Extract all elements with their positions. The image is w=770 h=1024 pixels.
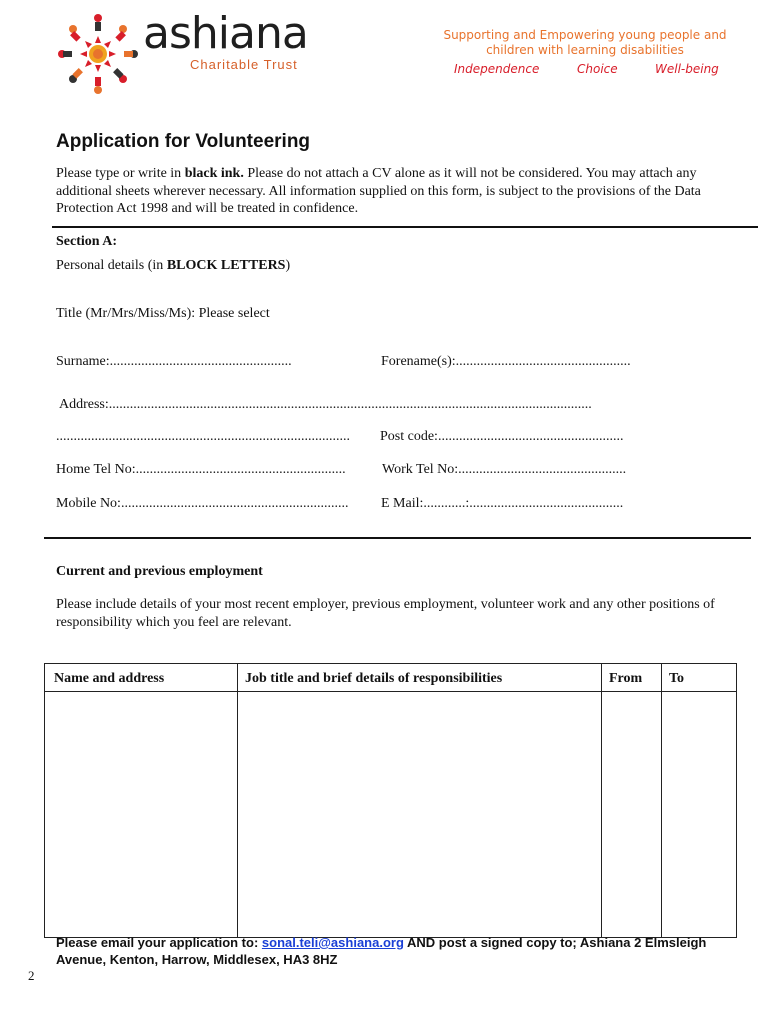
to-cell[interactable] bbox=[662, 692, 735, 936]
intro-emphasis: black ink. bbox=[184, 166, 244, 181]
employment-description: Please include details of your most recent employer, previous employment, volunteer work and any other positions of responsibility which you feel are relevant. bbox=[56, 597, 715, 630]
column-header-job-title: Job title and brief details of responsibilities bbox=[245, 671, 503, 686]
value-well-being: Well-being bbox=[655, 62, 719, 76]
intro-text-1: Please type or write in bbox=[56, 166, 185, 181]
column-header-from: From bbox=[609, 671, 643, 686]
personal-prefix: Personal details (in bbox=[56, 258, 167, 273]
intro-paragraph bbox=[56, 165, 736, 218]
value-independence: Independence bbox=[454, 62, 540, 76]
intro-text-2: Please do not attach a CV alone as it will not be considered. You may attach any additional sheets wherever necessary. All information supplied on this form, is subject to the provisions of the Data Protection Act 1998 and will be treated in confidence. bbox=[56, 166, 701, 216]
section-a-heading: Section A: bbox=[56, 234, 118, 249]
forenames-field[interactable]: Forename(s):.................................................. bbox=[381, 354, 631, 369]
employment-heading: Current and previous employment bbox=[56, 564, 263, 579]
column-header-name-address: Name and address bbox=[54, 671, 165, 686]
footer-address: AND post a signed copy to; Ashiana 2 Elmsleigh Avenue, Kenton, Harrow, Middlesex, HA3 8HZ bbox=[56, 935, 707, 967]
email-field[interactable]: E Mail:............:............................................ bbox=[381, 496, 624, 511]
surname-field[interactable]: Surname:.................................................... bbox=[56, 354, 292, 369]
footer-prefix: Please email your application to: bbox=[56, 935, 262, 950]
job-details-cell[interactable] bbox=[238, 692, 600, 936]
address-line-2-field[interactable]: .................................................................................... bbox=[56, 429, 350, 444]
employment-table bbox=[44, 663, 737, 938]
footer-note bbox=[56, 934, 736, 968]
divider bbox=[52, 226, 758, 228]
brand-name: ashiana bbox=[143, 8, 308, 59]
block-letters: BLOCK LETTERS bbox=[166, 258, 286, 273]
personal-details-label bbox=[56, 258, 290, 274]
name-address-cell[interactable] bbox=[46, 692, 236, 936]
value-choice: Choice bbox=[577, 62, 618, 76]
divider bbox=[44, 537, 751, 539]
from-cell[interactable] bbox=[602, 692, 660, 936]
title-select-field[interactable]: Title (Mr/Mrs/Miss/Ms): Please select bbox=[56, 306, 270, 321]
mobile-field[interactable]: Mobile No:................................................................. bbox=[56, 496, 349, 511]
work-tel-field[interactable]: Work Tel No:................................................ bbox=[382, 462, 627, 477]
postcode-field[interactable]: Post code:..................................................... bbox=[380, 429, 624, 444]
home-tel-field[interactable]: Home Tel No:............................................................ bbox=[56, 462, 346, 477]
column-header-to: To bbox=[669, 671, 685, 686]
personal-suffix: ) bbox=[285, 258, 291, 273]
page-number: 2 bbox=[28, 968, 35, 983]
brand-subtitle: Charitable Trust bbox=[190, 57, 298, 72]
address-field[interactable]: Address:.......................................................................................................................................... bbox=[59, 397, 592, 412]
ashiana-logo-icon bbox=[52, 8, 144, 100]
footer-email-link[interactable]: sonal.teli@ashiana.org bbox=[261, 935, 404, 950]
tagline: Supporting and Empowering young people and children with learning disabilities bbox=[443, 28, 727, 57]
page-title: Application for Volunteering bbox=[56, 131, 311, 152]
